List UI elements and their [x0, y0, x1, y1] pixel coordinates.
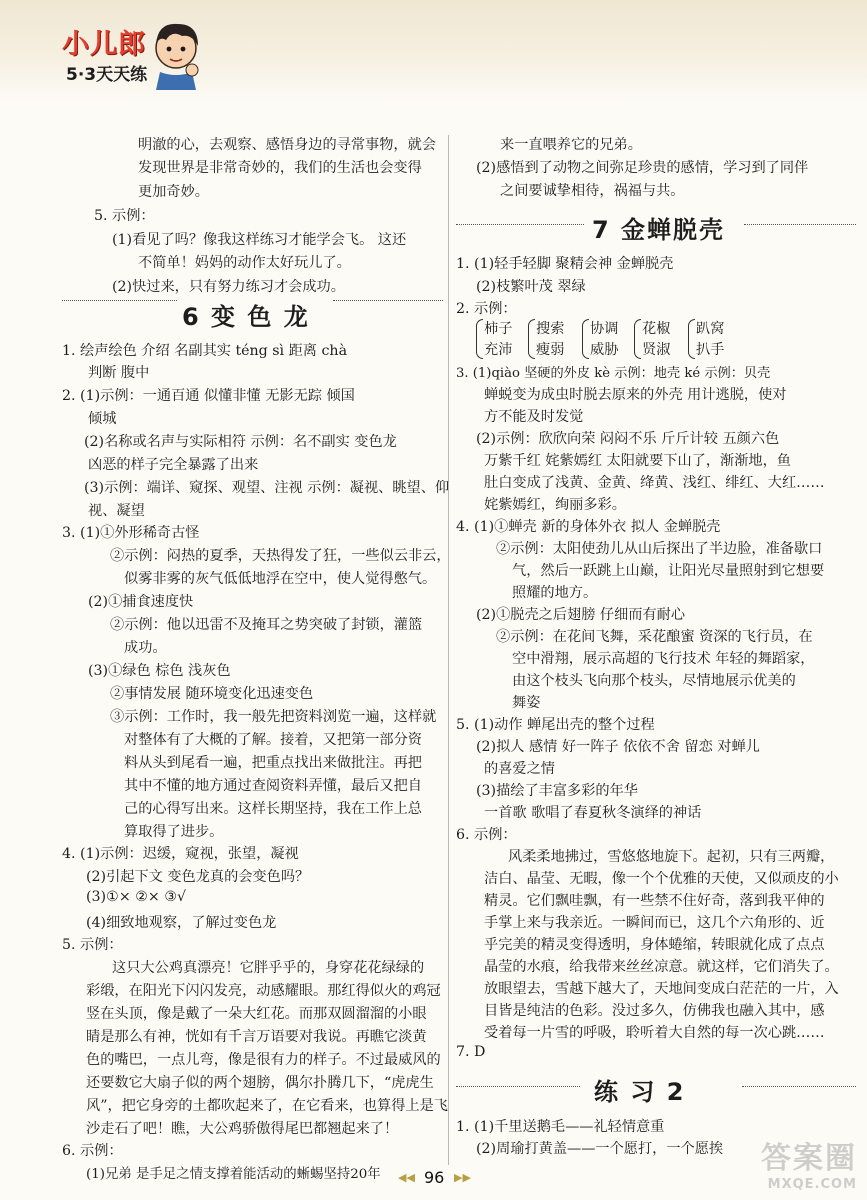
section-title: 7 金蝉脱壳 [592, 216, 726, 244]
text-line: 似雾非雾的灰气低低地浮在空中，使人觉得憋气。 [124, 571, 437, 587]
watermark-url: MXQE.COM [767, 1177, 857, 1192]
text-line: ②示例：闷热的夏季，天热得发了狂，一些似云非云， [110, 548, 451, 564]
text-line: 成功。 [124, 640, 167, 656]
text-line: (2)周瑜打黄盖——一个愿打，一个愿挨 [476, 1141, 724, 1157]
watermark-title: 答案圈 [761, 1141, 857, 1176]
word-item: 扒手 [696, 342, 725, 358]
section-rule [742, 1086, 856, 1087]
word-item: 趴窝 [696, 321, 725, 337]
next-arrows-icon: ▶▶ [454, 1171, 471, 1184]
text-line: (2)快过来，只有努力练习才会成功。 [112, 279, 345, 295]
text-line: 目皆是纯洁的色彩。没过多久，仿佛我也融入其中，感 [484, 1003, 825, 1019]
text-line: (2)示例：欣欣向荣 闷闷不乐 斤斤计较 五颜六色 [476, 431, 780, 447]
text-line: 还要数它大扇子似的两个翅膀，偶尔扑腾几下，“虎虎生 [86, 1075, 434, 1091]
text-line: 受着每一片雪的呼吸，聆听着大自然的每一次心跳…… [484, 1025, 825, 1041]
text-line: 3. (1)qiào 坚硬的外皮 kè 示例：地壳 ké 示例：贝壳 [456, 366, 771, 381]
text-line: 放眼望去，雪越下越大了，天地间变成白茫茫的一片，入 [484, 981, 839, 997]
text-line: 色的嘴巴，一点儿弯，像是很有力的样子。不过最威风的 [86, 1052, 441, 1068]
word-item: 柿子 [484, 321, 513, 337]
text-line: (1)看见了吗？像我这样练习才能学会飞。 这还 [112, 232, 407, 248]
text-line: 7. D [456, 1044, 486, 1060]
word-item: 搜索 [536, 321, 565, 337]
word-item: 花椒 [642, 321, 671, 337]
text-line: (2)①捕食速度快 [88, 594, 194, 610]
text-line: 2. (1)示例：一通百通 似懂非懂 无影无踪 倾国 [62, 388, 355, 404]
text-line: 不简单！妈妈的动作太好玩儿了。 [138, 255, 351, 271]
page-header [0, 0, 867, 100]
text-line: 料从头到尾看一遍，把重点找出来做批注。再把 [124, 755, 422, 771]
word-item: 威胁 [590, 342, 619, 358]
text-line: 肚白变成了浅黄、金黄、绛黄、浅红、绯红、大红…… [484, 475, 825, 491]
text-line: 4. (1)①蝉壳 新的身体外衣 拟人 金蝉脱壳 [456, 519, 721, 535]
text-line: 晶莹的水痕，给我带来丝丝凉意。就这样，它们消失了。 [484, 959, 839, 975]
text-line: (2)引起下文 变色龙真的会变色吗？ [86, 869, 310, 885]
text-line: (3)①绿色 棕色 浅灰色 [88, 663, 231, 679]
section-rule [456, 224, 584, 225]
text-line: 风”，把它身旁的土都吹起来了，在它看来，也算得上是飞 [86, 1098, 448, 1114]
text-line: 沙走石了吧！瞧，大公鸡骄傲得尾巴都翘起来了！ [86, 1121, 399, 1137]
text-line: 来一直喂养它的兄弟。 [500, 137, 642, 153]
text-line: 3. (1)①外形稀奇古怪 [62, 525, 200, 541]
text-line: 手掌上来与我亲近。一瞬间而已，这几个六角形的、近 [484, 915, 825, 931]
word-item: 充沛 [484, 342, 513, 358]
text-line: (2)枝繁叶茂 翠绿 [476, 279, 586, 295]
column-divider [448, 135, 449, 1165]
text-line: 判断 腹中 [88, 365, 150, 381]
brace-icon [476, 319, 483, 359]
section-title: 练 习 2 [594, 1078, 686, 1106]
text-line: 1. (1)千里送鹅毛——礼轻情意重 [456, 1119, 665, 1135]
text-line: (3)①× ②× ③√ [86, 889, 187, 905]
text-line: 5. 示例： [94, 208, 155, 224]
text-line: 己的心得写出来。这样长期坚持，我在工作上总 [124, 801, 422, 817]
text-line: 彩缎，在阳光下闪闪发亮，动感耀眼。那红得似火的鸡冠 [86, 983, 441, 999]
text-line: 视、凝望 [88, 503, 145, 519]
text-line: 由这个枝头飞向那个枝头，尽情地展示优美的 [512, 673, 796, 689]
page-footer [380, 1166, 490, 1192]
logo-title: 小儿郎 [62, 29, 146, 60]
section-rule [456, 1086, 580, 1087]
text-line: (2)感悟到了动物之间弥足珍贵的感情，学习到了同伴 [476, 160, 809, 176]
section-rule [333, 300, 443, 301]
text-line: 空中滑翔，展示高超的飞行技术 年轻的舞蹈家， [512, 651, 815, 667]
text-line: (1)兄弟 是手足之情支撑着能活动的蜥蜴坚持20年 [86, 1167, 381, 1182]
prev-arrows-icon: ◀◀ [398, 1171, 415, 1184]
brace-icon [634, 319, 641, 359]
section-rule [744, 224, 856, 225]
text-line: 精灵。它们飘哇飘，有一些禁不住好奇，落到我平伸的 [484, 893, 825, 909]
text-line: 姹紫嫣红，绚丽多彩。 [484, 497, 626, 513]
text-line: 发现世界是非常奇妙的，我们的生活也会变得 [138, 160, 422, 176]
brace-icon [582, 319, 589, 359]
section-rule [62, 300, 177, 301]
text-line: 其中不懂的地方通过查阅资料弄懂，最后又把自 [124, 778, 422, 794]
text-line: 这只大公鸡真漂亮！它胖乎乎的，身穿花花绿绿的 [112, 960, 425, 976]
text-line: 洁白、晶莹、无暇，像一个个优雅的天使，又似顽皮的小 [484, 871, 839, 887]
text-line: 乎完美的精灵变得透明，身体蜷缩，转眼就化成了点点 [484, 937, 825, 953]
text-line: 算取得了进步。 [124, 824, 224, 840]
word-item: 协调 [590, 321, 619, 337]
logo-subtitle: 5·3天天练 [66, 65, 148, 85]
text-line: ②示例：太阳使劲儿从山后探出了半边脸，准备歇口 [496, 541, 823, 557]
text-line: 6. 示例： [62, 1143, 123, 1159]
text-line: 方不能及时发觉 [484, 409, 584, 425]
text-line: 气，然后一跃跳上山巅，让阳光尽量照射到它想要 [512, 563, 825, 579]
text-line: 之间要诚挚相待，祸福与共。 [500, 183, 685, 199]
text-line: 5. 示例： [62, 937, 123, 953]
text-line: 睛是那么有神，恍如有千言万语要对我说。再瞧它淡黄 [86, 1029, 427, 1045]
page-number: 96 [424, 1168, 445, 1187]
text-line: 照耀的地方。 [512, 585, 598, 601]
text-line: (2)名称或名声与实际相符 示例：名不副实 变色龙 [84, 434, 397, 450]
word-item: 瘦弱 [536, 342, 565, 358]
text-line: 对整体有了大概的了解。接着，又把第一部分资 [124, 732, 422, 748]
text-line: 4. (1)示例：迟缓，窥视，张望，凝视 [62, 846, 299, 862]
text-line: 的喜爱之情 [484, 761, 555, 777]
text-line: (3)描绘了丰富多彩的年华 [476, 783, 638, 799]
text-line: (2)①脱壳之后翅膀 仔细而有耐心 [476, 607, 686, 623]
text-line: 更加奇妙。 [138, 184, 209, 200]
text-line: (3)示例：端详、窥探、观望、注视 示例：凝视、眺望、仰 [84, 480, 450, 496]
text-line: ③示例：工作时，我一般先把资料浏览一遍，这样就 [110, 709, 437, 725]
text-line: 5. (1)动作 蝉尾出壳的整个过程 [456, 717, 655, 733]
text-line: 蝉蜕变为成虫时脱去原来的外壳 用计逃脱，使对 [484, 387, 787, 403]
text-line: (2)拟人 感情 好一阵子 依依不舍 留恋 对蝉儿 [476, 739, 760, 755]
text-line: 一首歌 歌唱了春夏秋冬演绎的神话 [484, 805, 702, 821]
text-line: 6. 示例： [456, 827, 517, 843]
text-line: ②示例：他以迅雷不及掩耳之势突破了封锁，灌篮 [110, 617, 423, 633]
text-line: 倾城 [88, 411, 117, 427]
mascot-boy-icon [146, 16, 206, 90]
text-line: 万紫千红 姹紫嫣红 太阳就要下山了，渐渐地，鱼 [484, 453, 791, 469]
text-line: 凶恶的样子完全暴露了出来 [88, 457, 259, 473]
word-item: 贤淑 [642, 342, 671, 358]
text-line: 1. 绘声绘色 介绍 名副其实 téng sì 距离 chà [62, 343, 348, 359]
text-line: ②事情发展 随环境变化迅速变色 [110, 686, 314, 702]
text-line: 舞姿 [512, 695, 541, 711]
section-title: 6 变 色 龙 [182, 303, 310, 331]
brace-icon [688, 319, 695, 359]
brace-icon [528, 319, 535, 359]
text-line: 风柔柔地拂过，雪悠悠地旋下。起初，只有三两瓣， [508, 849, 835, 865]
text-line: 1. (1)轻手轻脚 聚精会神 金蝉脱壳 [456, 256, 674, 272]
text-line: 明澈的心，去观察、感悟身边的寻常事物，就会 [138, 137, 436, 153]
text-line: ②示例：在花间飞舞，采花酿蜜 资深的飞行员，在 [496, 629, 813, 645]
watermark [761, 1133, 857, 1192]
text-line: 竖在头顶，像是戴了一朵大红花。而那双圆溜溜的小眼 [86, 1006, 427, 1022]
text-line: (4)细致地观察，了解过变色龙 [86, 915, 277, 931]
text-line: 2. 示例： [456, 301, 517, 317]
